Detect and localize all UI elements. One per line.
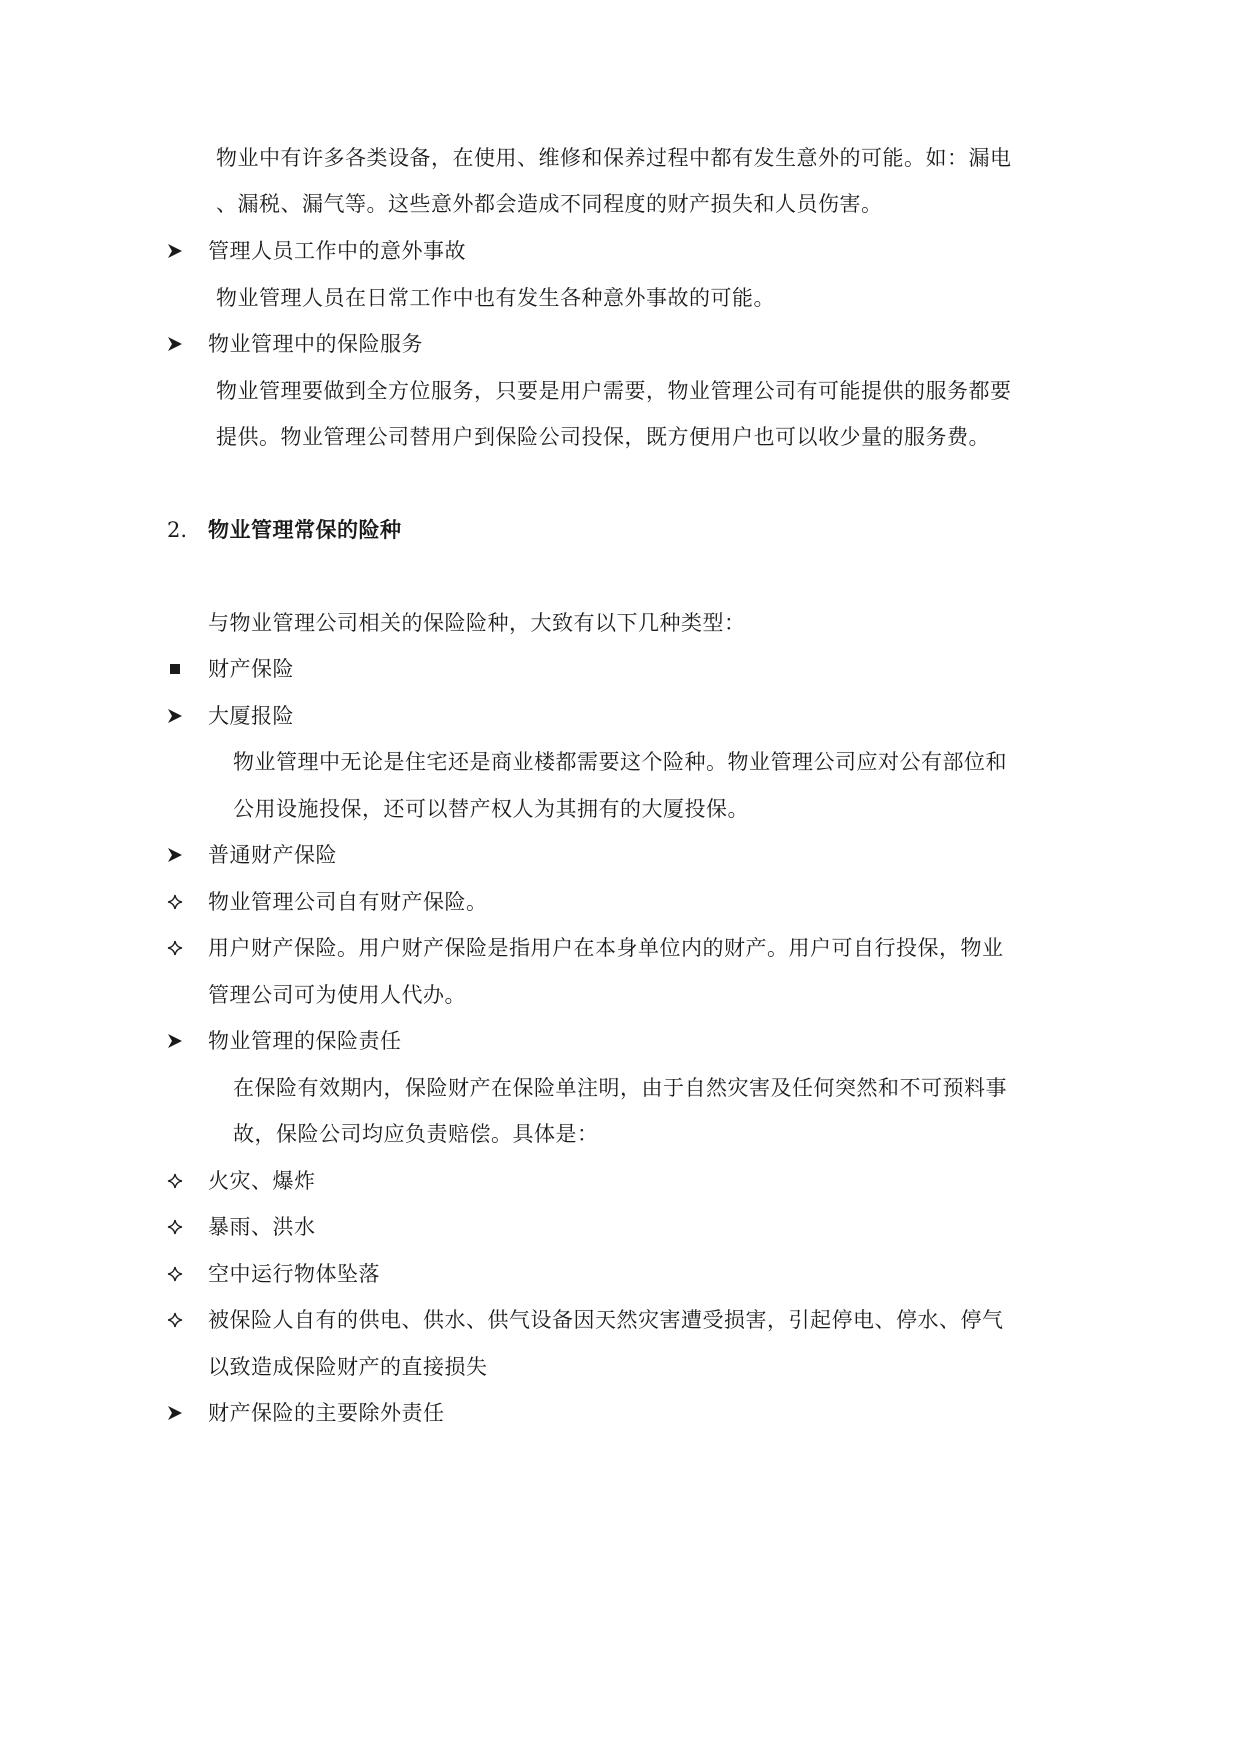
star-diamond-bullet-icon (163, 933, 187, 963)
paragraph-text: 在保险有效期内，保险财产在保险单注明，由于自然灾害及任何突然和不可预料事 (233, 1076, 1007, 1100)
star-diamond-bullet-icon (163, 1259, 187, 1289)
bullet-item: 普通财产保险 (208, 843, 337, 867)
paragraph-text: 物业中有许多各类设备，在使用、维修和保养过程中都有发生意外的可能。如：漏电 (216, 146, 1012, 170)
bullet-item: 被保险人自有的供电、供水、供气设备因天然灾害遭受损害，引起停电、停水、停气 (208, 1308, 1004, 1332)
paragraph-text: 与物业管理公司相关的保险险种，大致有以下几种类型： (208, 611, 746, 635)
bullet-item: 用户财产保险。用户财产保险是指用户在本身单位内的财产。用户可自行投保，物业 (208, 936, 1004, 960)
bullet-item-continued: 管理公司可为使用人代办。 (208, 983, 466, 1007)
bullet-item: 物业管理中的保险服务 (208, 332, 423, 356)
paragraph-text: 物业管理中无论是住宅还是商业楼都需要这个险种。物业管理公司应对公有部位和 (233, 750, 1007, 774)
bullet-item-continued: 以致造成保险财产的直接损失 (208, 1355, 488, 1379)
square-bullet-icon (163, 654, 187, 684)
paragraph-text: 物业管理要做到全方位服务，只要是用户需要，物业管理公司有可能提供的服务都要 (216, 379, 1012, 403)
star-diamond-bullet-icon (163, 1305, 187, 1335)
arrow-bullet-icon (163, 329, 187, 359)
paragraph-text: 提供。物业管理公司替用户到保险公司投保，既方便用户也可以收少量的服务费。 (216, 425, 990, 449)
bullet-item: 火灾、爆炸 (208, 1169, 316, 1193)
star-diamond-bullet-icon (163, 887, 187, 917)
star-diamond-bullet-icon (163, 1212, 187, 1242)
bullet-item: 管理人员工作中的意外事故 (208, 239, 466, 263)
arrow-bullet-icon (163, 236, 187, 266)
arrow-bullet-icon (163, 701, 187, 731)
bullet-item: 财产保险 (208, 657, 294, 681)
star-diamond-bullet-icon (163, 1166, 187, 1196)
paragraph-text: 故，保险公司均应负责赔偿。具体是： (233, 1122, 599, 1146)
paragraph-text: 、漏税、漏气等。这些意外都会造成不同程度的财产损失和人员伤害。 (216, 192, 883, 216)
arrow-bullet-icon (163, 1398, 187, 1428)
bullet-item: 财产保险的主要除外责任 (208, 1401, 445, 1425)
bullet-item: 物业管理的保险责任 (208, 1029, 402, 1053)
paragraph-text: 公用设施投保，还可以替产权人为其拥有的大厦投保。 (233, 797, 749, 821)
section-number: 2. (167, 518, 188, 542)
bullet-item: 物业管理公司自有财产保险。 (208, 890, 488, 914)
arrow-bullet-icon (163, 840, 187, 870)
paragraph-text: 物业管理人员在日常工作中也有发生各种意外事故的可能。 (216, 286, 775, 310)
bullet-item: 暴雨、洪水 (208, 1215, 316, 1239)
arrow-bullet-icon (163, 1026, 187, 1056)
bullet-item: 空中运行物体坠落 (208, 1262, 380, 1286)
bullet-item: 大厦报险 (208, 704, 294, 728)
section-heading: 物业管理常保的险种 (208, 517, 402, 542)
